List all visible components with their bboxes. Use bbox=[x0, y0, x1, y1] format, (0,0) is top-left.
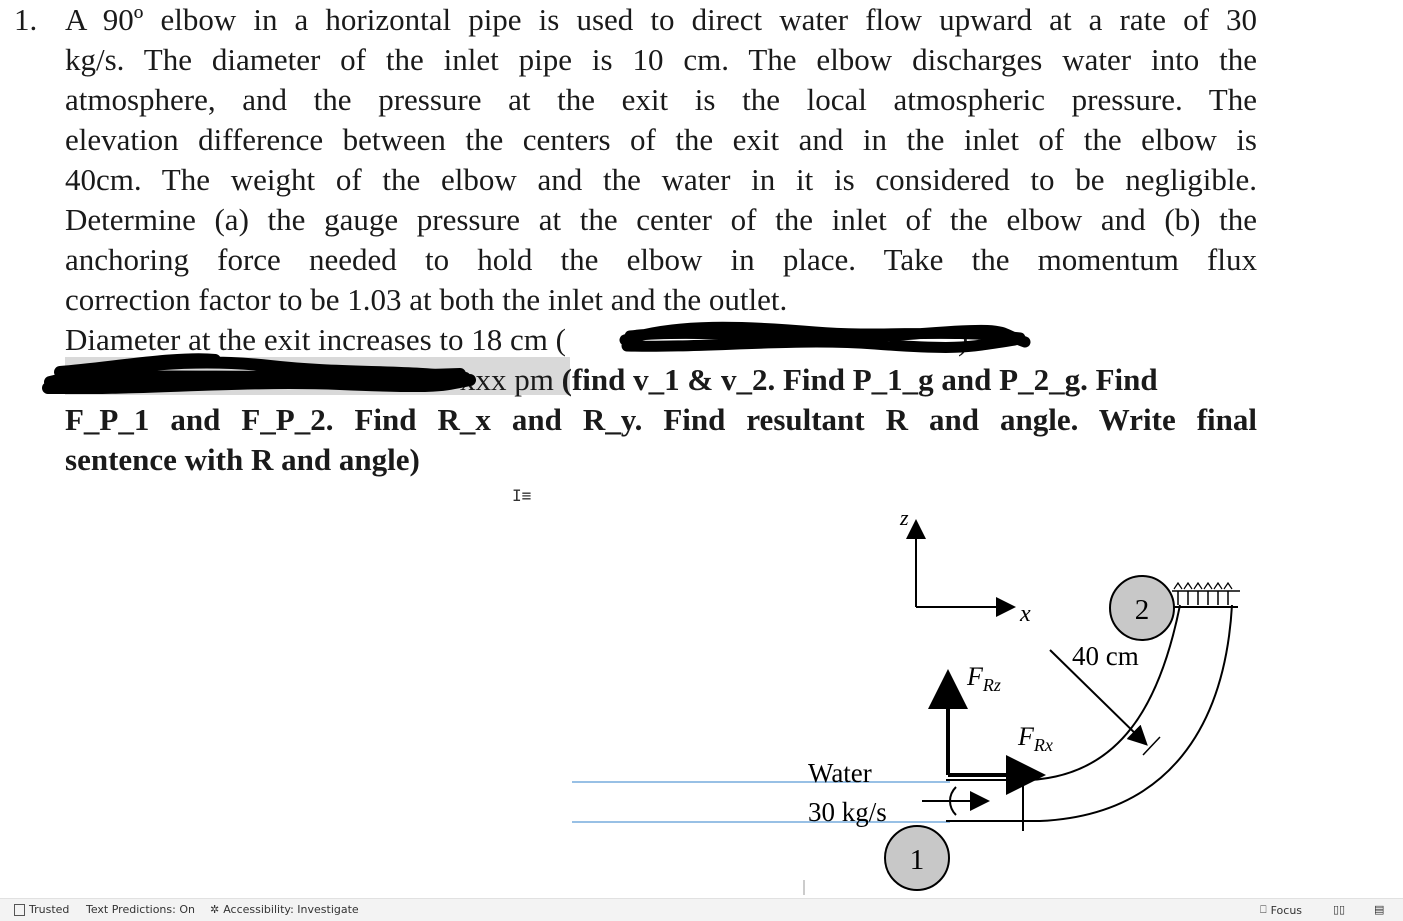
redaction-scribble bbox=[40, 350, 480, 394]
force-rz-label: $F_{Rz}$ bbox=[967, 662, 1001, 695]
elbow-hatch bbox=[1143, 737, 1160, 755]
problem-line[interactable]: elevation difference between the centers of the exit and in the inlet of the elbow is bbox=[65, 122, 1257, 157]
extra-condition-close: ) bbox=[957, 322, 969, 357]
force-rx-label: $F_{Rx}$ bbox=[1018, 722, 1053, 755]
text-cursor-icon: I≡ bbox=[512, 486, 532, 505]
focus-button[interactable] bbox=[1260, 903, 1302, 917]
inlet-marker-label: 1 bbox=[909, 844, 925, 876]
accessibility-label: Accessibility: Investigate bbox=[223, 903, 359, 916]
outlet-marker-label: 2 bbox=[1134, 594, 1150, 626]
problem-line[interactable]: Determine (a) the gauge pressure at the center of the inlet of the elbow and (b) the bbox=[65, 202, 1257, 237]
due-time: xxx pm bbox=[460, 362, 554, 397]
problem-line[interactable]: kg/s. The diameter of the inlet pipe is 10 cm. The elbow discharges water into the bbox=[65, 42, 1257, 77]
document-icon bbox=[14, 904, 25, 916]
elbow-diagram bbox=[560, 495, 1280, 895]
focus-label: Focus bbox=[1270, 903, 1303, 917]
instruction-text: F_P_1 and F_P_2. Find R_x and R_y. Find resultant R and angle. Write final bbox=[65, 402, 1257, 437]
problem-line[interactable]: A 90º elbow in a horizontal pipe is used to direct water flow upward at a rate of 30 bbox=[65, 2, 1257, 37]
redaction-scribble bbox=[615, 318, 1035, 358]
status-bar bbox=[0, 898, 1403, 921]
problem-line[interactable]: anchoring force needed to hold the elbow in place. Take the momentum flux bbox=[65, 242, 1257, 277]
outlet-spray bbox=[1172, 591, 1240, 605]
focus-icon: ⎕ bbox=[1260, 903, 1267, 916]
problem-line[interactable]: 40cm. The weight of the elbow and the water in it is considered to be negligible. bbox=[65, 162, 1257, 197]
fluid-label: Water bbox=[808, 758, 872, 788]
problem-line[interactable]: correction factor to be 1.03 at both the inlet and the outlet. bbox=[65, 282, 788, 317]
accessibility-icon: ✲ bbox=[210, 903, 220, 916]
trusted-label: Trusted bbox=[29, 903, 70, 916]
text-predictions-status[interactable] bbox=[86, 903, 195, 916]
instruction-text: sentence with R and angle) bbox=[65, 442, 420, 477]
instruction-line[interactable] bbox=[65, 400, 1257, 440]
accessibility-status[interactable] bbox=[210, 903, 359, 916]
text-predictions-label: Text Predictions: On bbox=[86, 903, 195, 916]
book-icon: ▯▯ bbox=[1333, 903, 1346, 916]
x-axis-label: x bbox=[1020, 601, 1031, 627]
instruction-text: (find v_1 & v_2. Find P_1_g and P_2_g. Find bbox=[561, 362, 1158, 397]
instruction-line[interactable] bbox=[65, 440, 1257, 480]
problem-line[interactable]: atmosphere, and the pressure at the exit is the local atmospheric pressure. The bbox=[65, 82, 1257, 117]
page-icon: ▤ bbox=[1374, 903, 1385, 916]
trusted-status[interactable] bbox=[14, 903, 69, 916]
height-label: 40 cm bbox=[1072, 641, 1139, 671]
elbow-outer-wall bbox=[946, 605, 1232, 821]
flow-rate-label: 30 kg/s bbox=[808, 797, 887, 827]
list-number: 1. bbox=[14, 2, 38, 37]
extra-condition-text: Diameter at the exit increases to 18 cm ( bbox=[65, 322, 566, 357]
read-mode-button[interactable] bbox=[1333, 903, 1345, 916]
outlet-spray-arrows bbox=[1174, 583, 1232, 589]
print-layout-button[interactable] bbox=[1374, 903, 1384, 916]
z-axis-label: z bbox=[900, 505, 909, 530]
